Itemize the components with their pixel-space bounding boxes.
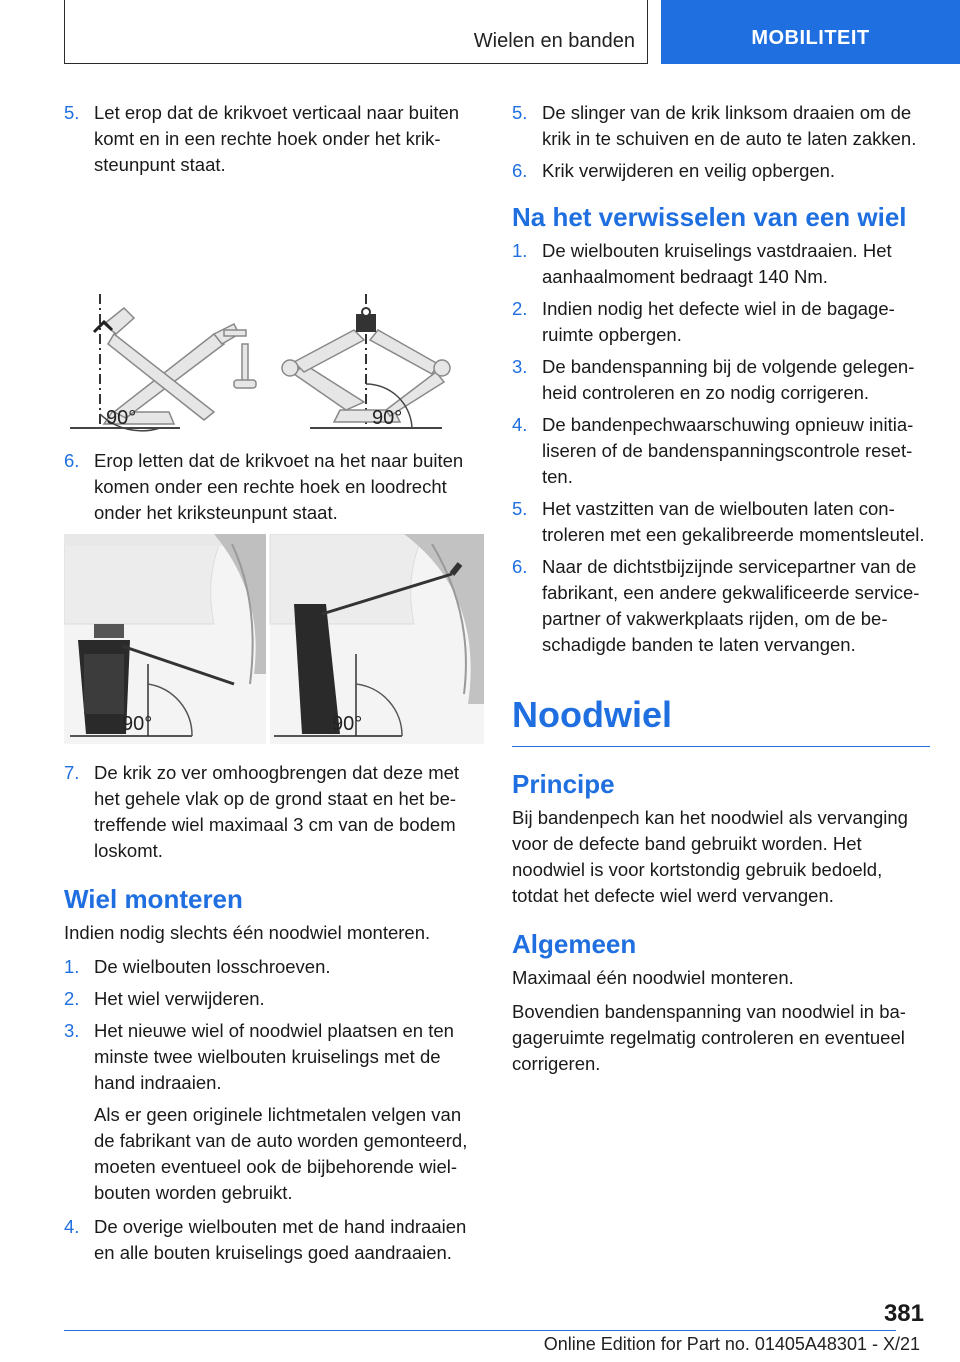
step-text: Let erop dat de krikvoet verticaal naar buiten komt en in een rechte hoek onder het kriksteunpunt staat. — [94, 102, 460, 175]
step-number: 4. — [64, 1216, 80, 1237]
step-number: 4. — [512, 414, 528, 435]
paragraph: Indien nodig slechts één noodwiel monteren. — [64, 922, 431, 943]
step-text: De wielbouten kruiselings vastdraaien. Het aanhaalmoment bedraagt 140 Nm. — [542, 240, 892, 287]
step-number: 7. — [64, 762, 80, 783]
header-chapter-tab[interactable]: MOBILITEIT — [661, 0, 960, 64]
list-item — [512, 354, 930, 406]
list-item — [512, 496, 930, 548]
step-text: De krik zo ver omhoogbrengen dat deze met het gehele vlak op de grond staat en het betreffende wiel maximaal 3 cm van de bodem loskomt. — [94, 762, 460, 861]
angle-label: 90° — [106, 407, 137, 429]
step-text: Naar de dichtstbijzijnde servicepartner van de fabrikant, een andere gekwalificeerde servicepartner of vakwerkplaats rijden, om de beschadigde banden te laten vervangen. — [542, 556, 920, 655]
step-number: 5. — [64, 102, 80, 123]
step-number: 2. — [64, 988, 80, 1009]
step-number: 6. — [512, 556, 528, 577]
list-item — [512, 296, 930, 348]
step-text: De bandenpechwaarschuwing opnieuw initialiseren of de bandenspanningscontrole resetten. — [542, 414, 914, 487]
step-text: Het vastzitten van de wielbouten laten controleren met een gekalibreerde momentsleutel. — [542, 498, 925, 545]
section-heading-wiel-monteren: Wiel monteren — [64, 884, 243, 914]
step-text: De overige wielbouten met de hand indraaien en alle bouten kruiselings goed aandraaien. — [94, 1216, 467, 1263]
list-item — [512, 412, 930, 490]
step-text: De slinger van de krik linksom draaien om de krik in te schuiven en de auto te laten zakken. — [542, 102, 917, 149]
step-number: 5. — [512, 498, 528, 519]
chapter-heading-noodwiel: Noodwiel — [512, 694, 672, 735]
jack-diagram — [64, 184, 484, 446]
section-heading-algemeen: Algemeen — [512, 929, 637, 959]
step-number: 6. — [512, 160, 528, 181]
figure-jack-vertical — [64, 184, 484, 446]
step-number: 3. — [512, 356, 528, 377]
step-number: 2. — [512, 298, 528, 319]
list-item — [512, 100, 930, 152]
jack-car-photo — [64, 534, 484, 748]
paragraph: Bij bandenpech kan het noodwiel als vervanging voor de defecte band gebruikt worden. Het noodwiel is voor kortstondig gebruik bedoeld, totdat het defecte wiel werd vervangen. — [512, 807, 908, 906]
paragraph: Bovendien bandenspanning van noodwiel in bagageruimte regelmatig controleren en eventueel corrigeren. — [512, 1001, 906, 1074]
right-column — [512, 100, 930, 1085]
paragraph: Maximaal één noodwiel monteren. — [512, 967, 794, 988]
step-text: Erop letten dat de krikvoet na het naar buiten komen onder een rechte hoek en loodrecht onder het kriksteunpunt staat. — [94, 450, 464, 523]
list-item — [64, 448, 484, 526]
left-column — [64, 100, 484, 1272]
chapter-heading-container — [512, 692, 930, 747]
list-item — [512, 554, 930, 658]
step-text: Krik verwijderen en veilig opbergen. — [542, 160, 836, 181]
footer-edition: Online Edition for Part no. 01405A48301 - X/21 — [543, 1334, 920, 1354]
step-number: 5. — [512, 102, 528, 123]
list-item — [64, 954, 484, 980]
list-item — [512, 158, 930, 184]
step-number: 1. — [512, 240, 528, 261]
section-heading-na-het-verwisselen: Na het verwisselen van een wiel — [512, 202, 907, 232]
step-note: Als er geen originele lichtmetalen velgen van de fabrikant van de auto worden gemonteerd, moeten eventueel ook de bijbehorende wielbouten worden gebruikt. — [94, 1104, 468, 1203]
step-number: 1. — [64, 956, 80, 977]
list-item — [64, 1214, 484, 1266]
step-text: De bandenspanning bij de volgende gelegenheid controleren en zo nodig corrigeren. — [542, 356, 915, 403]
header-section-title: Wielen en banden — [473, 30, 635, 52]
step-text: Het nieuwe wiel of noodwiel plaatsen en ten minste twee wielbouten kruiselings met de hand indraaien. — [94, 1020, 454, 1093]
list-item — [64, 760, 484, 864]
step-number: 3. — [64, 1020, 80, 1041]
angle-label: 90° — [332, 713, 363, 735]
section-heading-principe: Principe — [512, 769, 615, 799]
angle-label: 90° — [372, 407, 403, 429]
angle-label: 90° — [122, 713, 153, 735]
list-item — [64, 100, 484, 178]
step-number: 6. — [64, 450, 80, 471]
figure-jack-under-car — [64, 534, 484, 748]
list-item — [64, 986, 484, 1012]
footer-divider — [64, 1330, 896, 1331]
step-text: Het wiel verwijderen. — [94, 988, 265, 1009]
list-item — [64, 1018, 484, 1096]
step-text: Indien nodig het defecte wiel in de bagageruimte opbergen. — [542, 298, 895, 345]
step-text: De wielbouten losschroeven. — [94, 956, 331, 977]
list-item — [512, 238, 930, 290]
page-number: 381 — [883, 1300, 924, 1327]
